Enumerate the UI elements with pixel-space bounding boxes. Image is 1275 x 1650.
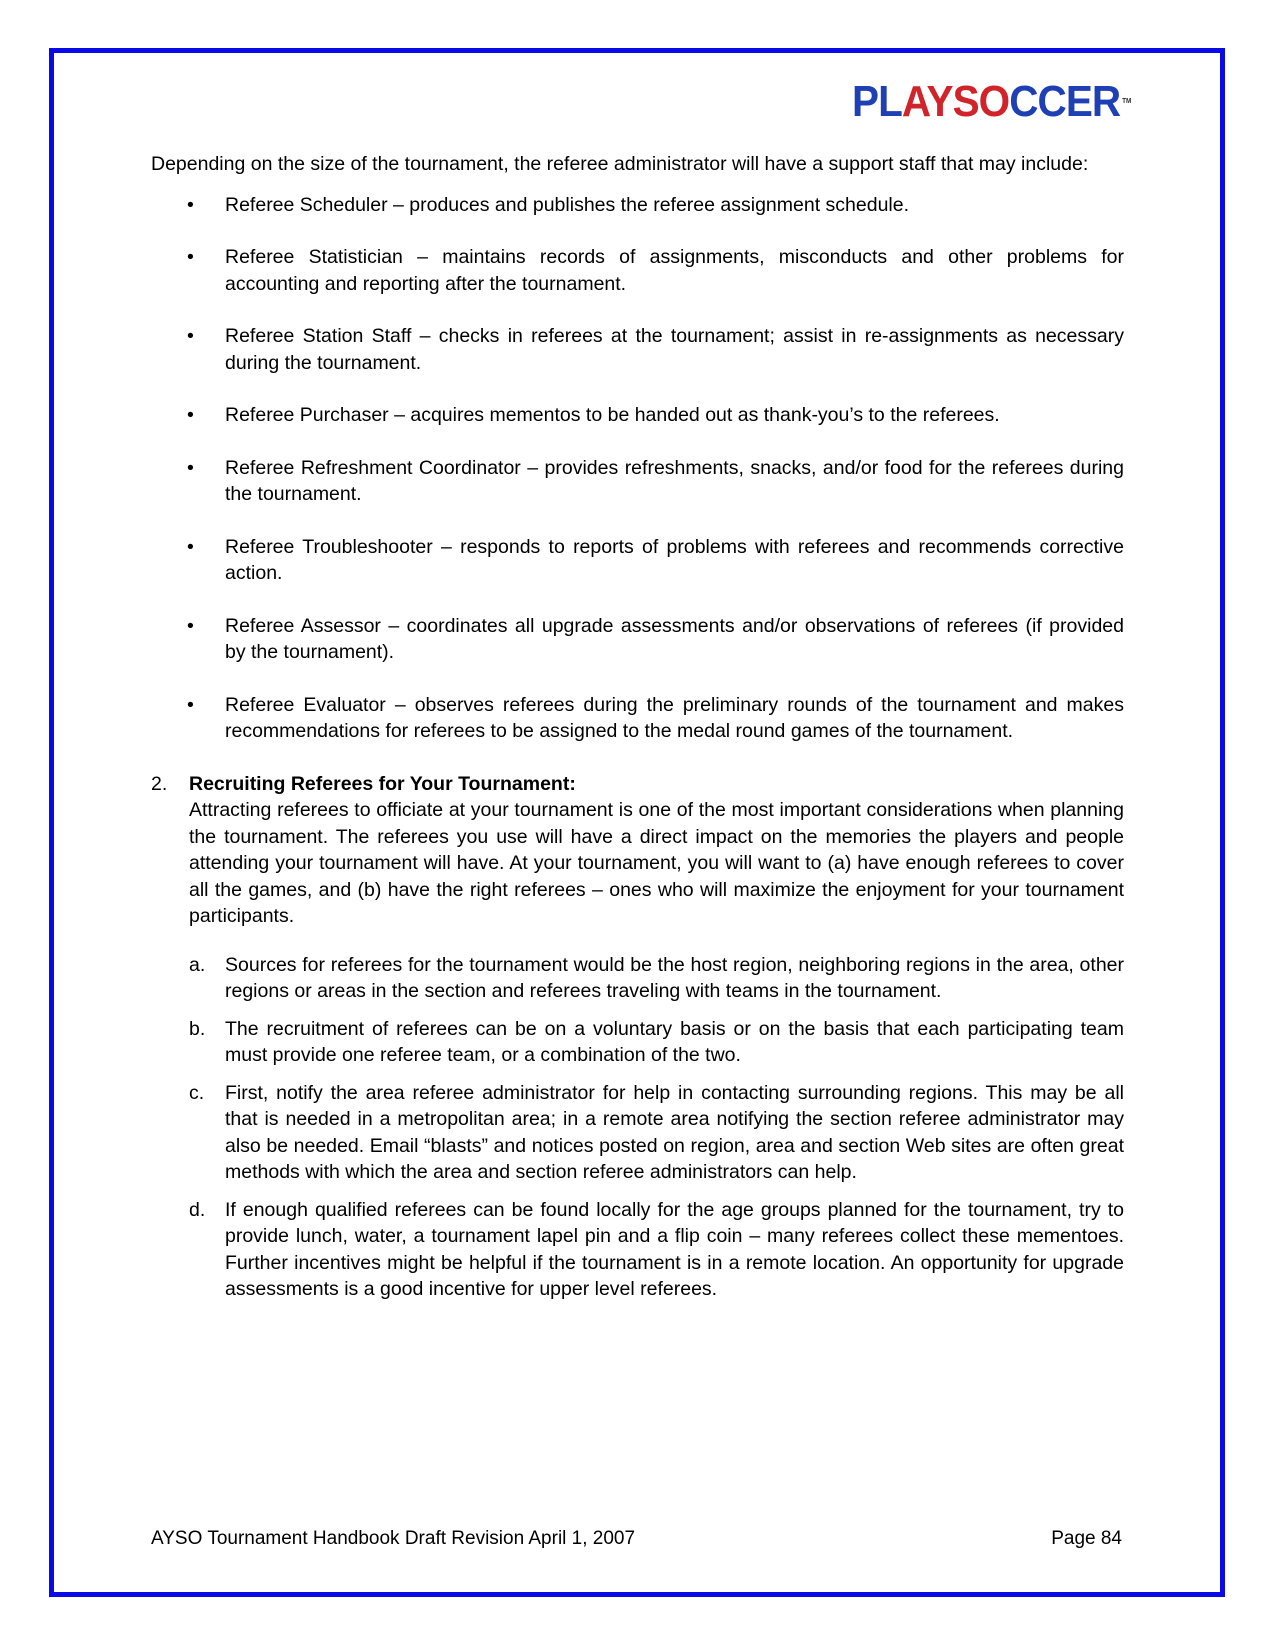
list-item-text: Referee Refreshment Coordinator – provides refreshments, snacks, and/or food for the referees during the tournament. (225, 456, 1124, 505)
support-staff-list (151, 192, 1124, 745)
section-number: 2. (151, 772, 168, 795)
list-item (151, 613, 1124, 666)
bullet-icon: • (187, 614, 194, 637)
list-item (151, 952, 1124, 1005)
list-item (151, 1016, 1124, 1069)
section-body: Attracting referees to officiate at your tournament is one of the most important considerations when planning the tournament. The referees you use will have a direct impact on the memories the players and people attending your tournament will have. At your tournament, you will want to (a) have enough referees to cover all the games, and (b) have the right referees – ones who will maximize the enjoyment for your tournament participants. (189, 799, 1124, 927)
list-item (151, 402, 1124, 429)
logo-part-ccer: CCER (1009, 77, 1121, 126)
list-item-text: Referee Scheduler – produces and publishes the referee assignment schedule. (225, 193, 910, 216)
list-item (151, 1080, 1124, 1186)
list-item (151, 192, 1124, 219)
list-item-text: Sources for referees for the tournament would be the host region, neighboring regions in the area, other regions or areas in the section and referees traveling with teams in the tournament. (225, 953, 1124, 1002)
list-item (151, 323, 1124, 376)
bullet-icon: • (187, 193, 194, 216)
list-item-text: Referee Statistician – maintains records of assignments, misconducts and other problems for accounting and reporting after the tournament. (225, 246, 1124, 295)
footer-document-title: AYSO Tournament Handbook Draft Revision April 1, 2007 (151, 1528, 636, 1549)
list-letter: d. (189, 1198, 206, 1221)
list-item-text: Referee Assessor – coordinates all upgrade assessments and/or observations of referees (if provided by the tournament). (225, 614, 1124, 663)
section-heading: Recruiting Referees for Your Tournament: (189, 772, 576, 795)
list-item-text: Referee Troubleshooter – responds to reports of problems with referees and recommends corrective action. (225, 535, 1124, 584)
playsoccer-logo (852, 77, 1132, 126)
list-item (151, 534, 1124, 587)
list-item-text: Referee Station Staff – checks in referees at the tournament; assist in re-assignments as necessary during the tournament. (225, 325, 1124, 374)
list-item-text: Referee Purchaser – acquires mementos to be handed out as thank-you’s to the referees. (225, 404, 1000, 426)
trademark-mark: TM (1122, 98, 1132, 105)
list-item-text: If enough qualified referees can be found locally for the age groups planned for the tournament, try to provide lunch, water, a tournament lapel pin and a flip coin – many referees collect these mementoes. Further incentives might be helpful if the tournament is in a remote location. An opportunity for upgrade assessments is a good incentive for upper level referees. (225, 1198, 1124, 1300)
list-item (151, 244, 1124, 297)
section-recruiting-referees (151, 771, 1124, 930)
logo-part-ayso: AYSO (901, 77, 1010, 126)
list-item-text: Referee Evaluator – observes referees during the preliminary rounds of the tournament and makes recommendations for referees to be assigned to the medal round games of the tournament. (225, 693, 1124, 742)
list-item (151, 1197, 1124, 1303)
list-letter: c. (189, 1081, 205, 1104)
bullet-icon: • (187, 246, 194, 268)
recruiting-list (151, 952, 1124, 1303)
list-item-text: First, notify the area referee administrator for help in contacting surrounding regions. This may be all that is needed in a metropolitan area; in a remote area notifying the section referee administrator may also be needed. Email “blasts” and notices posted on region, area and section Web sites are often great methods with which the area and section referee administrators can help. (225, 1081, 1124, 1183)
bullet-icon: • (187, 535, 194, 558)
intro-paragraph: Depending on the size of the tournament, the referee administrator will have a support staff that may include: (151, 153, 1089, 175)
list-item-text: The recruitment of referees can be on a voluntary basis or on the basis that each participating team must provide one referee team, or a combination of the two. (225, 1017, 1124, 1066)
list-letter: b. (189, 1017, 206, 1040)
bullet-icon: • (187, 404, 194, 426)
logo-part-pl: PL (852, 77, 902, 126)
bullet-icon: • (187, 456, 194, 479)
page-content (151, 151, 1124, 1314)
bullet-icon: • (187, 325, 194, 347)
list-item (151, 455, 1124, 508)
list-letter: a. (189, 953, 206, 976)
footer-page-number: Page 84 (1051, 1528, 1122, 1549)
list-item (151, 692, 1124, 745)
bullet-icon: • (187, 693, 194, 716)
